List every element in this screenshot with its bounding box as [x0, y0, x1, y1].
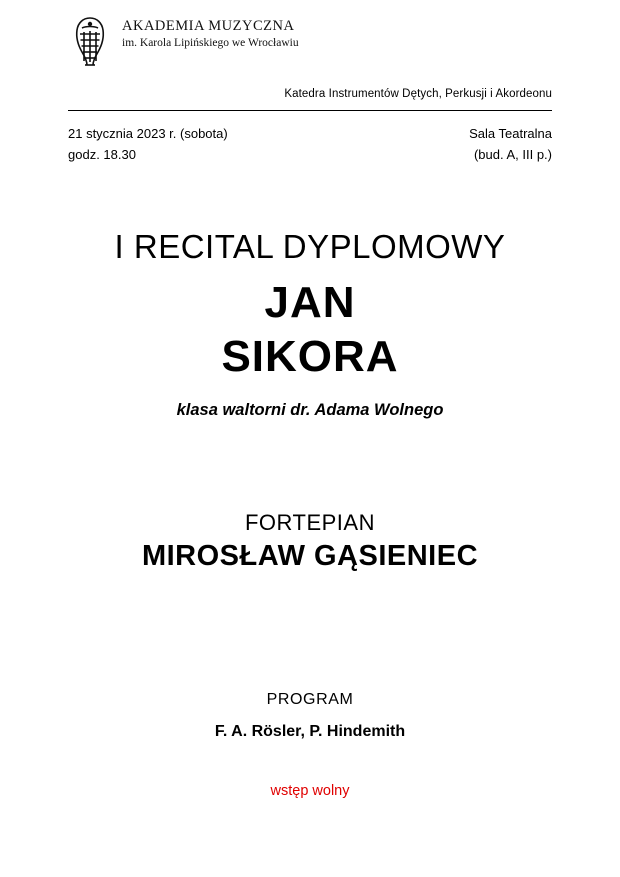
- lyre-logo-icon: [69, 15, 111, 69]
- header-divider: [68, 110, 552, 111]
- recital-title: I RECITAL DYPLOMOWY: [114, 227, 506, 265]
- artist-name: [68, 276, 552, 383]
- academy-logo: [68, 14, 112, 70]
- academy-subtitle: im. Karola Lipińskiego we Wrocławiu: [122, 37, 299, 50]
- accompaniment-instrument: FORTEPIAN: [244, 510, 375, 536]
- venue-detail: (bud. A, III p.): [473, 147, 552, 163]
- poster-header: [68, 0, 552, 70]
- class-info: klasa waltorni dr. Adama Wolnego: [176, 401, 444, 420]
- artist-first-name: JAN: [264, 277, 356, 327]
- event-venue: [469, 123, 552, 166]
- program-composers: F. A. Rösler, P. Hindemith: [214, 723, 406, 741]
- academy-title-block: [112, 14, 299, 51]
- program-label: PROGRAM: [266, 691, 354, 709]
- academy-name: AKADEMIA MUZYCZNA: [122, 18, 295, 34]
- department-line: Katedra Instrumentów Dętych, Perkusji i Akordeonu: [284, 88, 552, 100]
- event-date: 21 stycznia 2023 r. (sobota): [68, 126, 228, 141]
- accompanist-name: MIROSŁAW GĄSIENIEC: [141, 540, 479, 573]
- free-entry-note: wstęp wolny: [270, 783, 350, 800]
- venue-name: Sala Teatralna: [469, 126, 552, 141]
- event-time: godz. 18.30: [68, 147, 136, 163]
- event-meta: [68, 123, 552, 166]
- artist-last-name: SIKORA: [221, 331, 399, 381]
- event-datetime: [68, 123, 228, 166]
